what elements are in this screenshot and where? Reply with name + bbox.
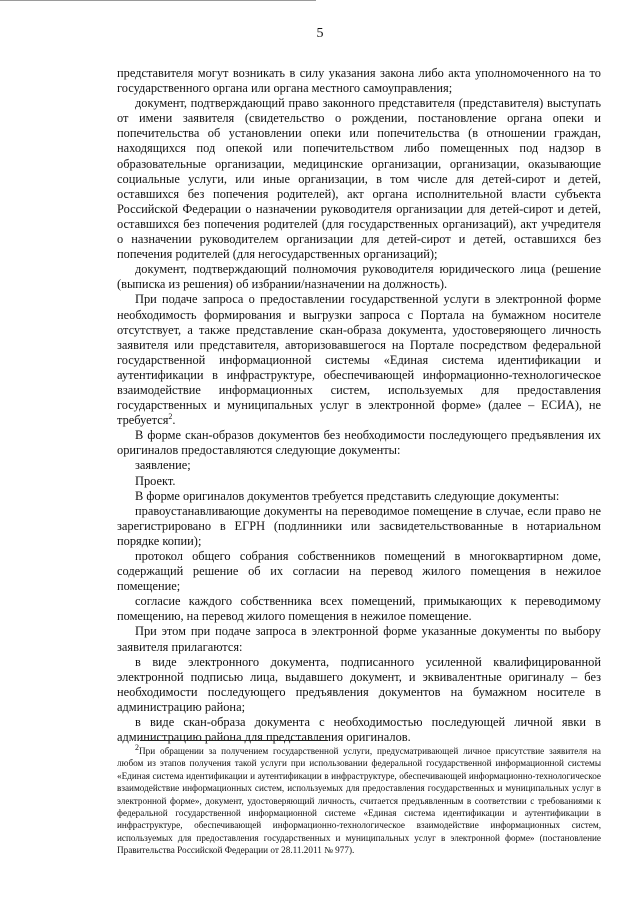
scan-edge-line	[0, 0, 316, 1]
footnote-text: При обращении за получением государственной услуги, предусматривающей личное присутствие заявителя на любом из этапов получения такой услуги при использовании федеральной государственной информационной системы «Единая система идентификации и аутентификации в инфраструктуре, обеспечивающей информационно-технологическое взаимодействие информационных систем, используемых для предоставления государственных и муниципальных услуг в электронной форме», документ, удостоверяющий личность, считается предъявленным в соответствии с требованиями к федеральной государственной информационной системе «Единая система идентификации и аутентификации в инфраструктуре, обеспечивающей информационно-технологическое взаимодействие информационных систем, используемых для предоставления государственных и муниципальных услуг в электронной форме» (постановление Правительства Российской Федерации от 28.11.2011 № 977).	[117, 746, 601, 856]
paragraph	[117, 292, 601, 428]
paragraph: в виде электронного документа, подписанного усиленной квалифицированной электронной подписью лица, выдавшего документ, и эквивалентные оригиналу – без необходимости последующего предъявления документов на бумажном носителе в администрацию района;	[117, 654, 601, 714]
footnote-ref[interactable]: 2	[168, 412, 173, 422]
paragraph-end: .	[172, 413, 176, 428]
paragraph: документ, подтверждающий право законного представителя (представителя) выступать от имени заявителя (свидетельство о рождении, постановление органа опеки и попечительства об установлении опеки или попечительства (в отношении граждан, находящихся под опекой или попечительством либо помещенных под надзор в образовательные организации, медицинские организации, организации, оказывающие социальные услуги, или иные организации, в том числе для детей-сирот и детей, оставшихся без попечения родителей), акт органа исполнительной власти субъекта Российской Федерации о назначении руководителя организации для детей-сирот и детей, оставшихся без попечения родителей (для государственных организаций), акт учредителя о назначении руководителем организации для детей-сирот и детей, оставшихся без попечения родителей (для негосударственных организаций);	[117, 96, 601, 262]
paragraph: заявление;	[135, 458, 191, 473]
paragraph: в виде скан-образа документа с необходимостью последующей личной явки в администрацию района для представления оригиналов.	[117, 715, 601, 745]
page-number: 5	[316, 26, 324, 41]
paragraph: В форме оригиналов документов требуется представить следующие документы:	[135, 488, 560, 503]
paragraph: правоустанавливающие документы на переводимое помещение в случае, если право не зарегистрировано в ЕГРН (подлинники или засвидетельствованные в нотариальном порядке копии);	[117, 503, 601, 548]
paragraph: Проект.	[135, 473, 176, 488]
paragraph: согласие каждого собственника всех помещений, примыкающих к переводимому помещению, на перевод жилого помещения в нежилое помещение.	[117, 594, 601, 624]
paragraph: протокол общего собрания собственников помещений в многоквартирном доме, содержащий решение об их согласии на перевод жилого помещения в нежилое помещение;	[117, 549, 601, 594]
paragraph: В форме скан-образов документов без необходимости последующего предъявления их оригиналов предоставляются следующие документы:	[117, 428, 601, 458]
paragraph: представителя могут возникать в силу указания закона либо акта уполномоченного на то государственного органа или органа местного самоуправления;	[117, 66, 601, 96]
document-body	[117, 66, 601, 745]
paragraph: При этом при подаче запроса в электронной форме указанные документы по выбору заявителя прилагаются:	[117, 624, 601, 654]
paragraph: документ, подтверждающий полномочия руководителя юридического лица (решение (выписка из решения) об избрании/назначении на должность).	[117, 262, 601, 292]
paragraph-text: При подаче запроса о предоставлении государственной услуги в электронной форме необходимость формирования и выгрузки запроса с Портала на бумажном носителе отсутствует, а также представление скан-образа документа, удостоверяющего личность заявителя или представителя, авторизовавшегося на Портале посредством федеральной государственной информационной системы «Единая система идентификации и аутентификации в инфраструктуре, обеспечивающей информационно-технологическое взаимодействие информационных систем, используемых для предоставления государственных и муниципальных услуг в электронной форме» (далее – ЕСИА), не требуется	[117, 292, 601, 428]
footnote-marker: 2	[135, 742, 139, 752]
footnote	[117, 742, 601, 857]
footnote-separator	[140, 740, 328, 741]
